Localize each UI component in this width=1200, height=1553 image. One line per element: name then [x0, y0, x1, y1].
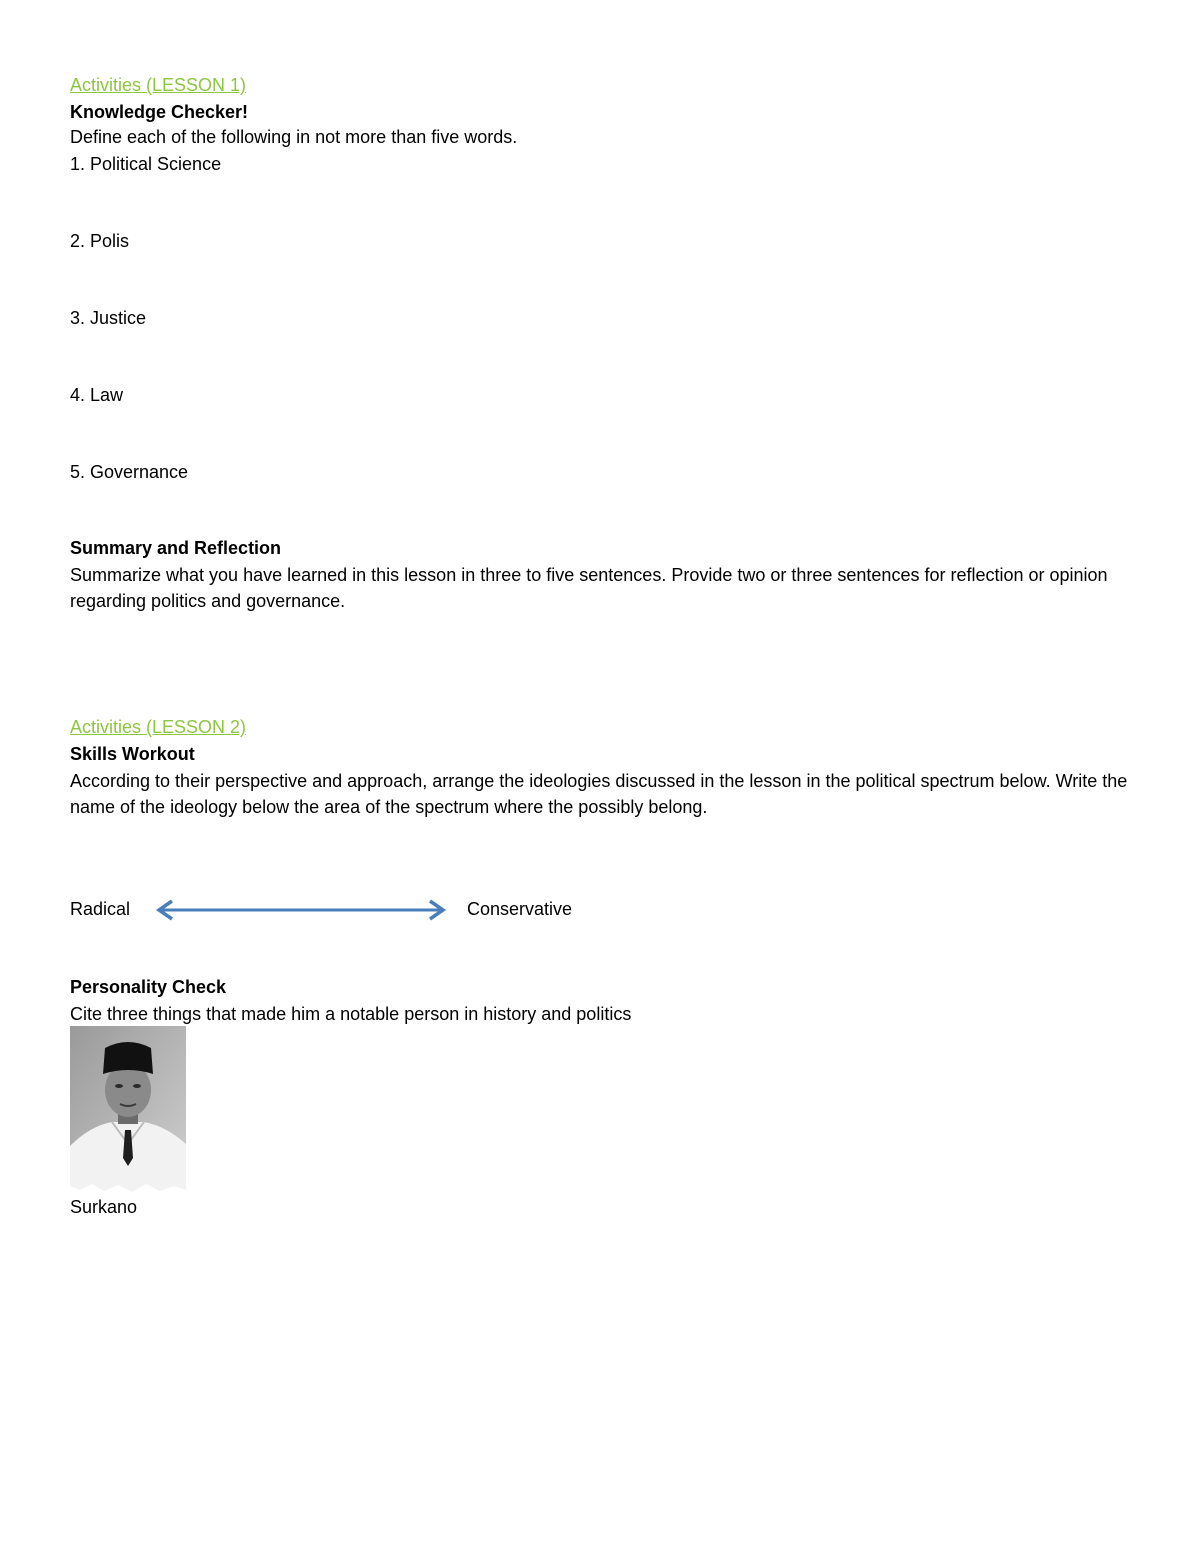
knowledge-checker-instruction: Define each of the following in not more than five words. [70, 127, 518, 147]
knowledge-checker-heading: Knowledge Checker! [70, 102, 249, 122]
skills-workout-heading: Skills Workout [70, 744, 195, 764]
list-item-polis: 2. Polis [70, 231, 130, 251]
photo-caption: Surkano [70, 1197, 138, 1217]
double-arrow-icon [154, 897, 450, 923]
summary-reflection-heading: Summary and Reflection [70, 538, 282, 558]
list-item-law: 4. Law [70, 385, 124, 405]
spectrum-left-label: Radical [70, 899, 131, 919]
list-item-political-science: 1. Political Science [70, 154, 222, 174]
portrait-photo [70, 1026, 186, 1192]
personality-check-heading: Personality Check [70, 977, 227, 997]
lesson2-title-link[interactable]: Activities (LESSON 2) [70, 717, 247, 737]
political-spectrum [70, 896, 670, 926]
skills-workout-instruction: According to their perspective and approach, arrange the ideologies discussed in the lesson in the political spectrum below. Write the name of the ideology below the area of the spectrum where the possibly belong. [70, 771, 1128, 817]
portrait-image-icon [70, 1026, 186, 1192]
lesson1-title-link[interactable]: Activities (LESSON 1) [70, 75, 247, 95]
list-item-governance: 5. Governance [70, 462, 189, 482]
summary-reflection-instruction: Summarize what you have learned in this lesson in three to five sentences. Provide two or three sentences for reflection or opinion regarding politics and governance. [70, 565, 1108, 611]
list-item-justice: 3. Justice [70, 308, 147, 328]
personality-check-instruction: Cite three things that made him a notable person in history and politics [70, 1004, 632, 1024]
spectrum-right-label: Conservative [467, 899, 573, 919]
